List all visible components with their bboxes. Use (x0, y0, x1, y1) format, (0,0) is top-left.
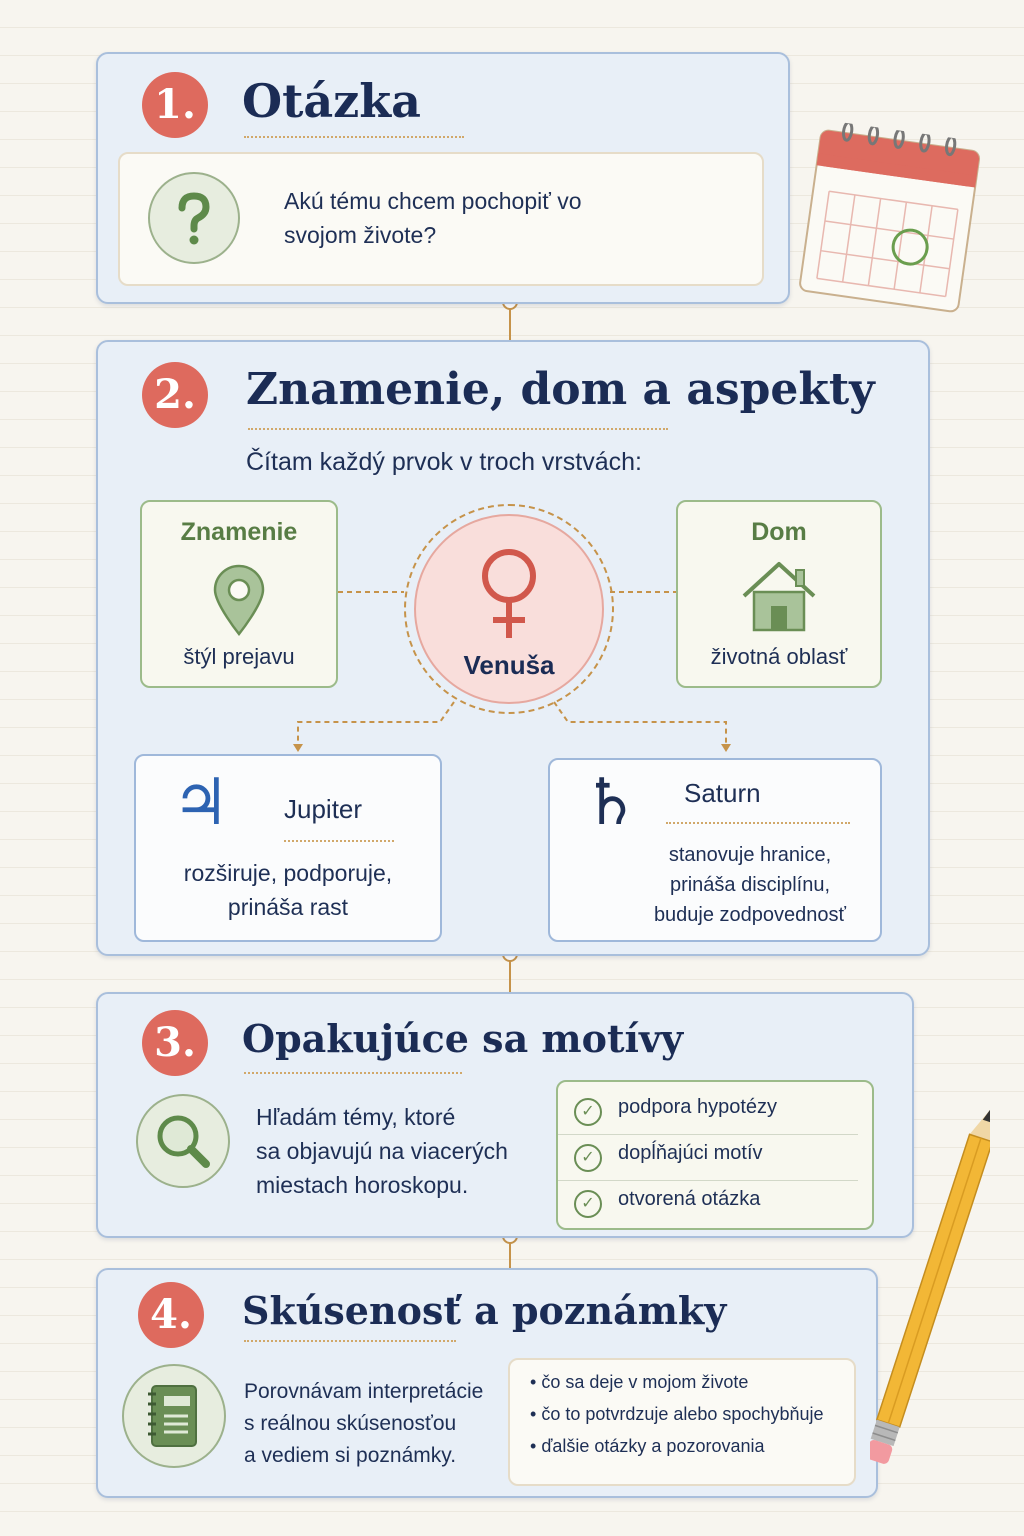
step3-text-line1: Hľadám témy, ktoré (256, 1104, 456, 1130)
notebook-icon (122, 1364, 226, 1468)
checklist-item (558, 1180, 858, 1226)
question-text: Akú tému chcem pochopiť vo svojom živote? (284, 188, 582, 248)
planet-name: Venuša (463, 650, 555, 680)
checklist-label: dopĺňajúci motív (618, 1142, 763, 1164)
step-3-card (96, 992, 914, 1238)
step-title: Opakujúce sa motívy (242, 1016, 684, 1061)
step-number-badge: 3. (142, 1010, 208, 1076)
title-underline (244, 136, 464, 138)
notes-list (508, 1358, 856, 1486)
location-pin-icon (209, 562, 269, 643)
check-icon: ✓ (574, 1190, 602, 1218)
check-icon: ✓ (574, 1098, 602, 1126)
saturn-desc-line3: buduje zodpovednosť (653, 904, 847, 926)
step4-text-line1: Porovnávam interpretácie (244, 1380, 484, 1403)
checklist-item (558, 1134, 858, 1181)
venus-icon (469, 544, 549, 649)
step4-text-line3: a vediem si poznámky. (244, 1444, 457, 1467)
house-title: Dom (751, 518, 807, 546)
house-icon (738, 558, 820, 639)
step3-text-line3: miestach horoskopu. (256, 1172, 469, 1198)
jupiter-symbol-icon: ♃ (172, 766, 230, 840)
notes-item: čo to potvrdzuje alebo spochybňuje (541, 1404, 824, 1424)
jupiter-desc-line1: rozširuje, podporuje, (183, 860, 393, 886)
jupiter-box (134, 754, 442, 942)
magnifier-icon (136, 1094, 230, 1188)
notes-bullet: • čo to potvrdzuje alebo spochybňuje (530, 1404, 824, 1424)
sign-title: Znamenie (180, 518, 298, 546)
step-title: Skúsenosť a poznámky (242, 1288, 727, 1333)
motif-checklist (556, 1080, 874, 1230)
checklist-label: podpora hypotézy (618, 1096, 778, 1118)
notes-bullet: • čo sa deje v mojom živote (530, 1372, 749, 1392)
jupiter-desc-line2: prináša rast (227, 894, 349, 920)
check-icon: ✓ (574, 1144, 602, 1172)
saturn-box (548, 758, 882, 942)
step4-text-line2: s reálnou skúsenosťou (244, 1412, 457, 1435)
checklist-item (558, 1088, 858, 1135)
step-number-badge: 1. (142, 72, 208, 138)
notes-item: čo sa deje v mojom živote (541, 1372, 749, 1392)
saturn-underline (666, 822, 850, 824)
title-underline (244, 1340, 456, 1342)
step-4-card (96, 1268, 878, 1498)
step-title: Znamenie, dom a aspekty (246, 364, 875, 415)
notes-bullet: • ďalšie otázky a pozorovania (530, 1436, 765, 1456)
venus-circle (404, 504, 614, 714)
step3-text-line2: sa objavujú na viacerých (256, 1138, 508, 1164)
step-number-badge: 4. (138, 1282, 204, 1348)
notes-item: ďalšie otázky a pozorovania (541, 1436, 765, 1456)
jupiter-name: Jupiter (284, 794, 363, 824)
saturn-name: Saturn (684, 778, 761, 808)
step-subtitle: Čítam každý prvok v troch vrstvách: (246, 448, 642, 476)
pencil-icon (870, 1110, 990, 1480)
house-desc: životná oblasť (710, 644, 848, 669)
checklist-label: otvorená otázka (618, 1188, 761, 1210)
jupiter-underline (284, 840, 394, 842)
sign-box (140, 500, 338, 688)
question-icon (148, 172, 240, 264)
step-number-badge: 2. (142, 362, 208, 428)
step-title: Otázka (242, 74, 421, 128)
saturn-desc-line2: prináša disciplínu, (669, 874, 831, 896)
step-2-card (96, 340, 930, 956)
step-1-card (96, 52, 790, 304)
question-box (118, 152, 764, 286)
saturn-symbol-icon: ♄ (582, 766, 640, 840)
calendar-icon (795, 119, 986, 317)
saturn-desc-line1: stanovuje hranice, (668, 844, 832, 866)
house-box (676, 500, 882, 688)
sign-desc: štýl prejavu (183, 644, 295, 669)
title-underline (244, 1072, 462, 1074)
